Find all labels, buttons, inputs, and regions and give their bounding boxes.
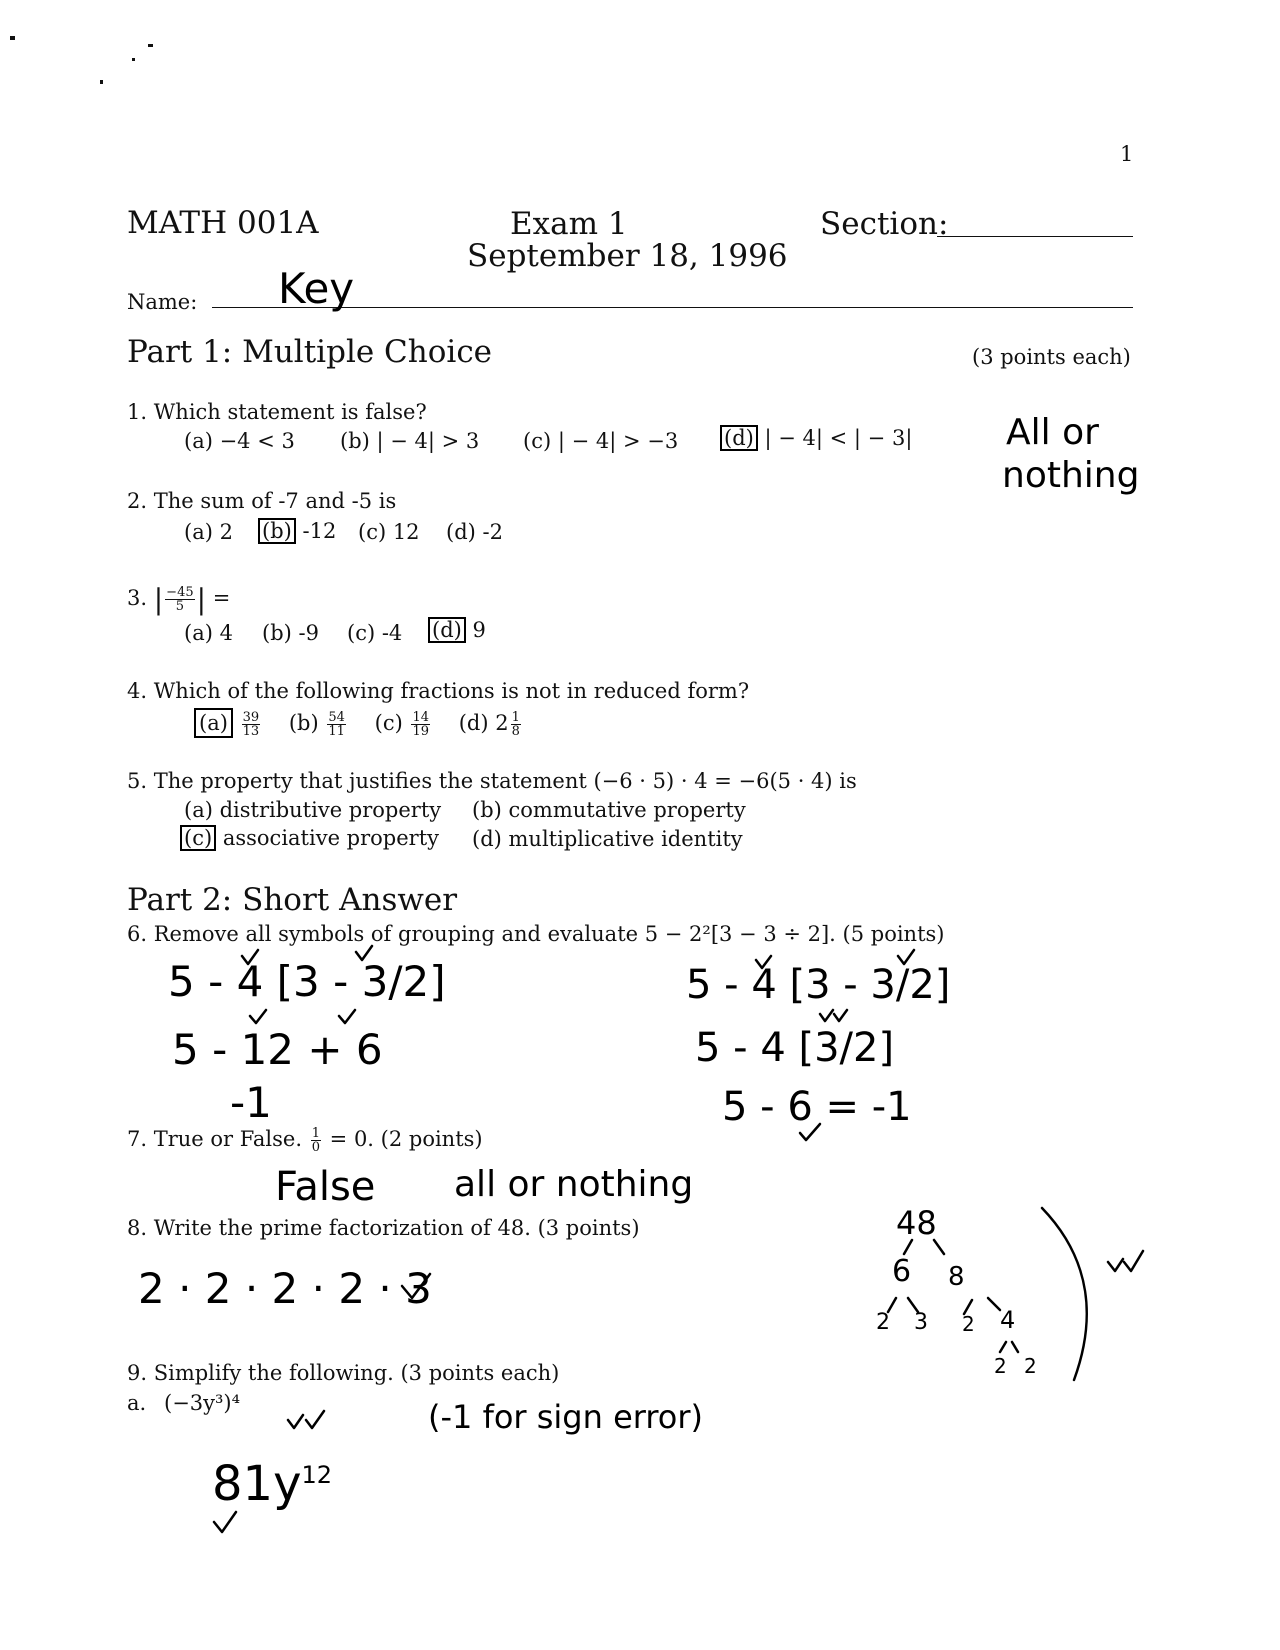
scan-speck xyxy=(148,44,153,47)
q5-option-b: (b) commutative property xyxy=(472,798,746,822)
factor-tree-2b: 2 xyxy=(962,1312,975,1336)
check-mark xyxy=(214,1512,236,1532)
q4-stem: 4. Which of the following fractions is not in reduced form? xyxy=(127,679,750,703)
q6-work-left-1: 5 - 4 [3 - 3/2] xyxy=(168,957,446,1006)
q4-fraction-a: $\frac{39}{13}$ xyxy=(242,710,260,739)
q6-work-right-3: 5 - 6 = -1 xyxy=(722,1084,912,1130)
section-blank-line xyxy=(937,236,1133,237)
q4-fraction-d: $\frac{1}{8}$ xyxy=(511,710,520,739)
tree-branch xyxy=(1000,1342,1018,1352)
q9-answer-base: 81y xyxy=(212,1456,302,1512)
q9-grading-note: (-1 for sign error) xyxy=(428,1398,704,1436)
q2-option-d: (d) -2 xyxy=(446,520,503,544)
factor-tree-3: 3 xyxy=(914,1310,928,1335)
q2-option-b-text: -12 xyxy=(302,519,337,543)
q7-stem-b: = 0. (2 points) xyxy=(329,1127,483,1151)
double-check-mark xyxy=(288,1411,324,1428)
page-number: 1 xyxy=(1120,142,1134,166)
q4-option-b: (b) xyxy=(288,711,319,735)
q3-option-a: (a) 4 xyxy=(184,621,233,645)
q5-option-c xyxy=(180,825,439,851)
q2-option-c: (c) 12 xyxy=(358,520,420,544)
part1-title: Part 1: Multiple Choice xyxy=(127,334,493,370)
section-label: Section: xyxy=(820,206,949,242)
name-label: Name: xyxy=(127,290,198,314)
scan-speck xyxy=(10,36,15,40)
part2-title: Part 2: Short Answer xyxy=(127,882,458,918)
q1-option-c: (c) | − 4| > −3 xyxy=(523,429,679,453)
q2-stem-text: 2. The sum of -7 and -5 is xyxy=(127,489,397,513)
q5-option-a: (a) distributive property xyxy=(184,798,442,822)
scan-speck xyxy=(100,80,103,84)
factor-tree-2a: 2 xyxy=(876,1310,890,1335)
q5-option-d: (d) multiplicative identity xyxy=(472,827,743,851)
q3-answer-box: (d) xyxy=(428,617,466,643)
q4-option-d: (d) 2 xyxy=(458,711,509,735)
q7-stem xyxy=(127,1127,483,1154)
q1-option-b: (b) | − 4| > 3 xyxy=(340,429,480,453)
q2-option-b xyxy=(258,518,336,544)
q8-answer: 2 · 2 · 2 · 2 · 3 xyxy=(138,1264,432,1313)
q9-answer-exponent: 12 xyxy=(301,1461,333,1489)
q1-answer-box: (d) xyxy=(720,425,758,451)
course-title: MATH 001A xyxy=(127,205,319,241)
check-mark xyxy=(250,1010,266,1023)
q6-work-left-2: 5 - 12 + 6 xyxy=(172,1025,383,1074)
grading-note-line2: nothing xyxy=(1002,455,1140,496)
grading-note-line1: All or xyxy=(1006,412,1099,453)
q4-fraction-b: $\frac{54}{11}$ xyxy=(328,710,345,739)
q5-stem: 5. The property that justifies the statement (−6 · 5) · 4 = −6(5 · 4) is xyxy=(127,769,857,793)
q4-option-c: (c) xyxy=(374,711,403,735)
q3-stem: 3. | $\frac{-45}{5}$ | = xyxy=(127,583,231,616)
q7-answer: False xyxy=(275,1164,376,1210)
q7-fraction: $\frac{1}{0}$ xyxy=(311,1126,320,1155)
tree-bracket xyxy=(1042,1208,1087,1380)
q3-option-d-text: 9 xyxy=(472,618,486,642)
q7-note: all or nothing xyxy=(454,1164,694,1205)
q4-options xyxy=(194,708,523,738)
q4-answer-box: (a) xyxy=(194,708,233,738)
q1-option-d xyxy=(720,425,912,451)
q3-fraction: $\frac{-45}{5}$ xyxy=(166,585,194,614)
q7-stem-a: 7. True or False. xyxy=(127,1127,303,1151)
factor-tree-root: 48 xyxy=(896,1204,937,1242)
exam-date: September 18, 1996 xyxy=(467,238,788,274)
factor-tree-4: 4 xyxy=(1000,1306,1016,1334)
q9-part-a-expression: (−3y³)⁴ xyxy=(164,1391,241,1415)
exam-title: Exam 1 xyxy=(510,206,628,242)
factor-tree-2d: 2 xyxy=(1024,1354,1037,1378)
q1-option-a: (a) −4 < 3 xyxy=(184,429,295,453)
check-mark xyxy=(339,1010,355,1023)
q2-option-a: (a) 2 xyxy=(184,520,233,544)
double-check-mark xyxy=(1108,1251,1143,1271)
double-check-mark xyxy=(820,1010,847,1021)
factor-tree-6: 6 xyxy=(892,1254,912,1289)
q6-work-left-3: -1 xyxy=(230,1078,272,1127)
q9-part-a-label: a. xyxy=(127,1391,147,1415)
q3-option-c: (c) -4 xyxy=(347,621,403,645)
name-handwritten: Key xyxy=(278,264,355,313)
factor-tree-2c: 2 xyxy=(994,1354,1007,1378)
factor-tree-8: 8 xyxy=(948,1262,965,1292)
q5-option-c-text: associative property xyxy=(222,826,440,850)
q9-stem: 9. Simplify the following. (3 points each) xyxy=(127,1361,560,1385)
q1-option-d-text: | − 4| < | − 3| xyxy=(764,426,913,450)
q6-work-right-1: 5 - 4 [3 - 3/2] xyxy=(686,962,951,1008)
q4-fraction-c: $\frac{14}{19}$ xyxy=(412,710,430,739)
q6-stem: 6. Remove all symbols of grouping and evaluate 5 − 2²[3 − 3 ÷ 2]. (5 points) xyxy=(127,922,945,946)
q3-option-b: (b) -9 xyxy=(262,621,319,645)
part1-points: (3 points each) xyxy=(972,345,1131,369)
q3-equals: = xyxy=(212,586,231,610)
q3-number: 3. xyxy=(127,586,148,610)
q2-answer-box: (b) xyxy=(258,518,296,544)
q8-stem: 8. Write the prime factorization of 48. (3 points) xyxy=(127,1216,640,1240)
q6-work-right-2: 5 - 4 [3/2] xyxy=(695,1025,895,1071)
q5-answer-box: (c) xyxy=(180,825,216,851)
q9-answer xyxy=(212,1456,332,1512)
scan-speck xyxy=(132,58,135,61)
q1-stem: 1. Which statement is false? xyxy=(127,400,427,424)
q3-option-d xyxy=(428,617,486,643)
tree-branch xyxy=(904,1240,944,1254)
